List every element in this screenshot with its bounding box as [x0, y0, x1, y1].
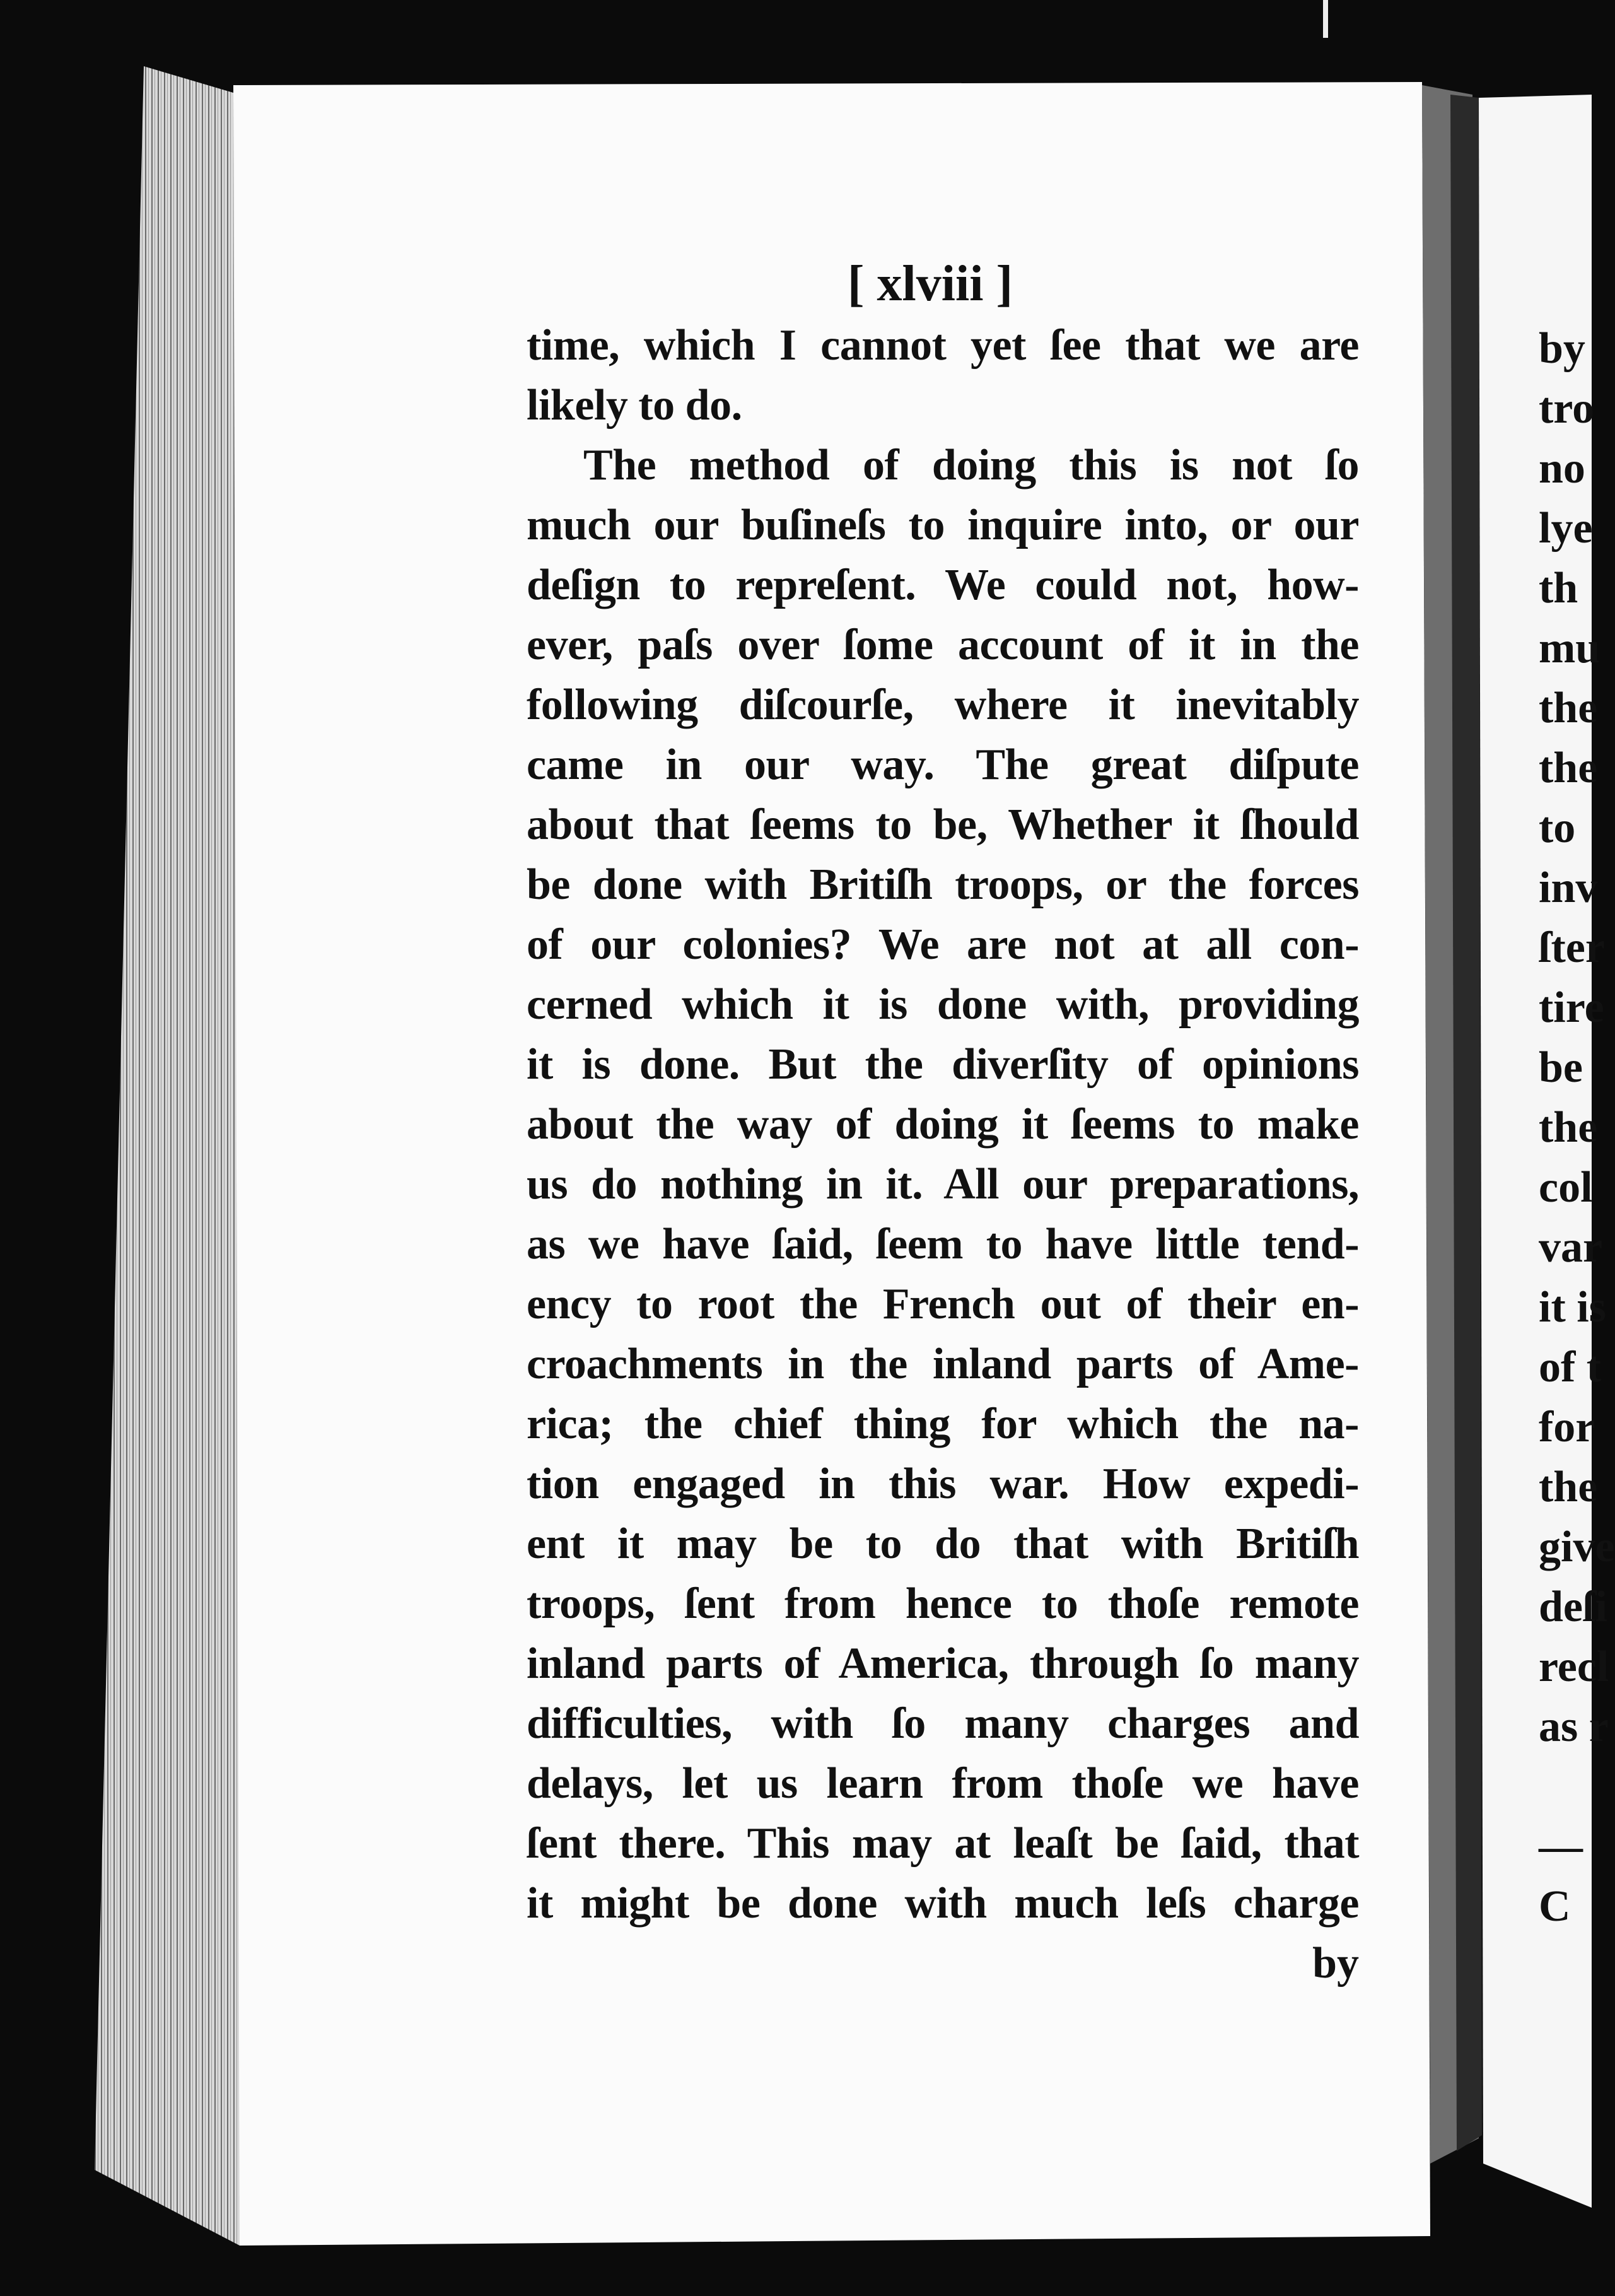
right-line-fragment: recl: [1539, 1643, 1609, 1691]
text-line: ſent there. This may at leaſt be ſaid, that: [527, 1819, 1359, 1868]
right-line-fragment: the: [1539, 684, 1598, 732]
text-line: ency to root the French out of their en-: [527, 1280, 1359, 1328]
right-tail-fragment: C: [1539, 1882, 1571, 1931]
text-line: troops, ſent from hence to thoſe remote: [527, 1579, 1359, 1628]
text-line: it is done. But the diverſity of opinions: [527, 1040, 1359, 1089]
text-line: be done with Britiſh troops, or the forces: [527, 860, 1359, 909]
running-head: [ xlviii ]: [847, 256, 1013, 312]
text-line: as we have ſaid, ſeem to have little tend-: [527, 1220, 1359, 1268]
right-line-fragment: the: [1539, 1103, 1598, 1152]
text-line: us do nothing in it. All our preparations,: [527, 1160, 1359, 1209]
text-line: came in our way. The great diſpute: [527, 741, 1359, 789]
text-line: cerned which it is done with, providing: [527, 980, 1359, 1029]
text-line: about the way of doing it ſeems to make: [527, 1100, 1359, 1149]
text-line: ent it may be to do that with Britiſh: [527, 1520, 1359, 1568]
right-line-fragment: tro: [1539, 384, 1595, 433]
right-line-fragment: no: [1539, 444, 1585, 493]
right-line-fragment: ſter: [1539, 923, 1605, 972]
right-line-fragment: for: [1539, 1403, 1595, 1451]
scan-mark: [1323, 0, 1328, 38]
right-line-fragment: the: [1539, 1463, 1598, 1511]
text-line: tion engaged in this war. How expedi-: [527, 1460, 1359, 1508]
text-line: deſign to repreſent. We could not, how-: [527, 561, 1359, 609]
right-gap: [1539, 1757, 1614, 1817]
right-line-fragment: var: [1539, 1223, 1603, 1272]
right-line-fragment: as r: [1539, 1702, 1609, 1751]
right-line-fragment: of t: [1539, 1343, 1602, 1391]
right-page-text: [1539, 319, 1614, 1936]
text-line: rica; the chief thing for which the na-: [527, 1400, 1359, 1448]
right-line-fragment: tire: [1539, 983, 1604, 1032]
text-line: delays, let us learn from thoſe we have: [527, 1759, 1359, 1808]
right-line-fragment: to: [1539, 804, 1576, 852]
text-line: following diſcourſe, where it inevitably: [527, 681, 1359, 729]
catchword: by: [1312, 1939, 1359, 1988]
text-line: about that ſeems to be, Whether it ſhould: [527, 800, 1359, 849]
right-line-fragment: lye: [1539, 504, 1593, 553]
right-line-fragment: inv: [1539, 864, 1598, 912]
text-line: ever, paſs over ſome account of it in the: [527, 621, 1359, 669]
text-line: The method of doing this is not ſo: [583, 441, 1359, 489]
text-line: much our buſineſs to inquire into, or our: [527, 501, 1359, 549]
text-line: time, which I cannot yet ſee that we are: [527, 321, 1359, 370]
text-line: difficulties, with ſo many charges and: [527, 1699, 1359, 1748]
right-line-fragment: deſi: [1539, 1583, 1607, 1631]
right-tail-fragment: —: [1539, 1822, 1583, 1871]
text-line: of our colonies? We are not at all con-: [527, 920, 1359, 969]
text-line: it might be done with much leſs charge: [527, 1879, 1359, 1928]
right-line-fragment: be: [1539, 1043, 1583, 1092]
right-line-fragment: th: [1539, 564, 1578, 612]
text-line: croachments in the inland parts of Ame-: [527, 1340, 1359, 1388]
right-line-fragment: mu: [1539, 624, 1600, 672]
text-line: likely to do.: [527, 381, 742, 430]
right-line-fragment: give: [1539, 1523, 1615, 1571]
right-line-fragment: the: [1539, 744, 1598, 792]
right-line-fragment: it is: [1539, 1283, 1606, 1332]
text-line: inland parts of America, through ſo many: [527, 1639, 1359, 1688]
left-page-text: [527, 252, 1359, 1993]
right-line-fragment: by: [1539, 324, 1585, 373]
right-line-fragment: col: [1539, 1163, 1593, 1212]
